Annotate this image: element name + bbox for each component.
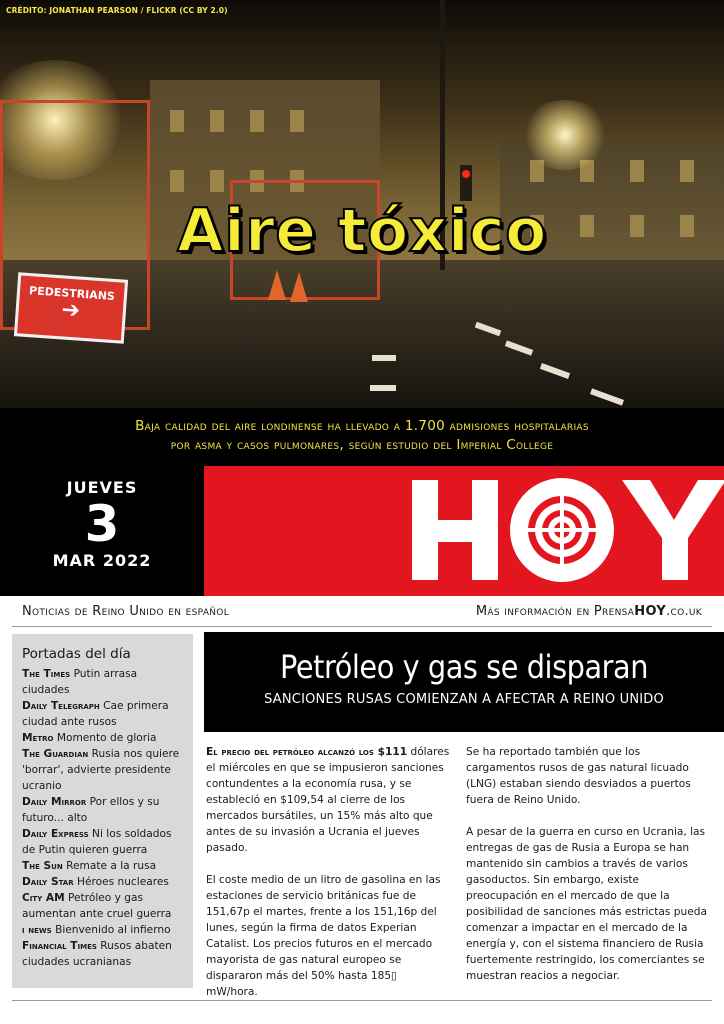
paper-headline: Putin arrasa ciudades	[22, 668, 138, 696]
sidebar-item	[22, 890, 183, 922]
paper-headline: Petróleo y gas aumentan ante cruel guerra	[22, 892, 172, 920]
story-paragraph: El coste medio de un litro de gasolina en las estaciones de servicio británicas fue de 151,67p el martes, frente a los 151,16p del lunes, según la firma de datos Experian Catalist. Los precios futuros en el mercado mayorista de gas natural europeo se dispararon más del 50% hasta 185▯ mW/hora.	[206, 874, 441, 998]
hero-photo	[0, 0, 724, 408]
paper-name: i news	[22, 924, 52, 936]
story-paragraph	[206, 744, 452, 856]
paper-headline: Bienvenido al infierno	[55, 924, 171, 936]
date-day: 3	[84, 495, 120, 553]
masthead	[204, 466, 724, 596]
date-weekday: JUEVES	[66, 478, 138, 497]
subheadline-line1: Baja calidad del aire londinense ha llevado a 1.700 admisiones hospitalarias	[135, 418, 589, 434]
story-column-2	[466, 744, 712, 1000]
sidebar-item	[22, 746, 183, 794]
story-column-1	[206, 744, 452, 1016]
paper-headline: Rusia nos quiere 'borrar', advierte presidente ucranio	[22, 748, 180, 792]
sidebar-title: Portadas del día	[22, 646, 131, 662]
tagline-right-prefix: Más información en Prensa	[475, 604, 635, 619]
subheadline-line2: por asma y casos pulmonares, según estudio del Imperial College	[170, 437, 554, 453]
paper-name: Financial Times	[22, 940, 97, 952]
story-paragraph: Se ha reportado también que los cargamentos rusos de gas natural licuado (LNG) estaban siendo desviados a puertos fuera de Reino Unido.	[466, 746, 691, 806]
divider-bottom	[12, 1000, 712, 1001]
tagline	[22, 604, 702, 626]
hero-headline: Aire tóxico	[177, 196, 547, 266]
pedestrians-sign	[14, 272, 128, 344]
story-header	[204, 632, 724, 732]
paper-headline: Por ellos y su futuro... alto	[22, 796, 160, 824]
subheadline-bar	[0, 408, 724, 466]
paper-name: The Guardian	[22, 748, 89, 760]
date-month-year: MAR 2022	[52, 551, 152, 570]
pedestrians-sign-text: PEDESTRIANS	[28, 284, 116, 304]
paper-headline: Momento de gloria	[56, 732, 157, 744]
paper-headline: Cae primera ciudad ante rusos	[22, 700, 169, 728]
paper-name: Daily Telegraph	[22, 700, 100, 712]
sidebar-item	[22, 922, 183, 938]
paper-name: The Sun	[22, 860, 63, 872]
tagline-left: Noticias de Reino Unido en español	[22, 604, 230, 619]
paper-name: Daily Mirror	[22, 796, 87, 808]
story-subtitle: SANCIONES RUSAS COMIENZAN A AFECTAR A REINO UNIDO	[264, 692, 664, 707]
tagline-right[interactable]	[476, 604, 702, 619]
sidebar-item	[22, 698, 183, 730]
sidebar-item	[22, 826, 183, 858]
sidebar-item	[22, 730, 183, 746]
date-box	[0, 466, 207, 596]
paper-headline: Rusos abaten ciudades ucranianas	[22, 940, 172, 968]
paper-headline: Héroes nucleares	[77, 876, 169, 888]
paper-name: Daily Express	[22, 828, 89, 840]
story-title: Petróleo y gas se disparan	[279, 648, 649, 686]
masthead-logo	[204, 466, 724, 596]
masthead-title: HOY	[204, 466, 207, 467]
paper-name: Daily Star	[22, 876, 74, 888]
divider-top	[12, 626, 712, 627]
story-paragraph: A pesar de la guerra en curso en Ucrania, las entregas de gas de Rusia a Europa se han mantenido sin cambios a través de varios gasoductos. Sin embargo, existe preocupación en el mercado de que la posibilidad de sanciones más estrictas pueda comenzar a impactar en el mercado de la energía y, con el sistema financiero de Rusia fuertemente restringido, los comerciantes se muestran reacios a negociar.	[466, 826, 707, 982]
tagline-right-suffix: .co.uk	[666, 604, 702, 619]
photo-credit: CRÉDITO: JONATHAN PEARSON / FLICKR (CC BY 2.0)	[6, 6, 228, 15]
arrow-right-icon: ➔	[60, 297, 81, 324]
story-lead-rest: dólares el miércoles en que se impusieron sanciones contundentes a la economía rusa, y se estableció en $109,54 al cierre de los mercados bursátiles, un 15% más alto que antes de su invasión a Ucrania el jueves pasado.	[206, 746, 450, 854]
paper-headline: Remate a la rusa	[66, 860, 157, 872]
sidebar-item	[22, 794, 183, 826]
story-lead: El precio del petróleo alcanzó los $111	[206, 746, 408, 758]
front-pages-sidebar	[12, 634, 193, 988]
paper-name: City AM	[22, 892, 65, 904]
paper-headline: Ni los soldados de Putin quieren guerra	[22, 828, 172, 856]
sidebar-item	[22, 874, 183, 890]
sidebar-item	[22, 858, 183, 874]
sidebar-item	[22, 666, 183, 698]
tagline-right-bold: HOY	[634, 604, 667, 619]
paper-name: The Times	[22, 668, 71, 680]
sidebar-item	[22, 938, 183, 970]
paper-name: Metro	[22, 732, 54, 744]
